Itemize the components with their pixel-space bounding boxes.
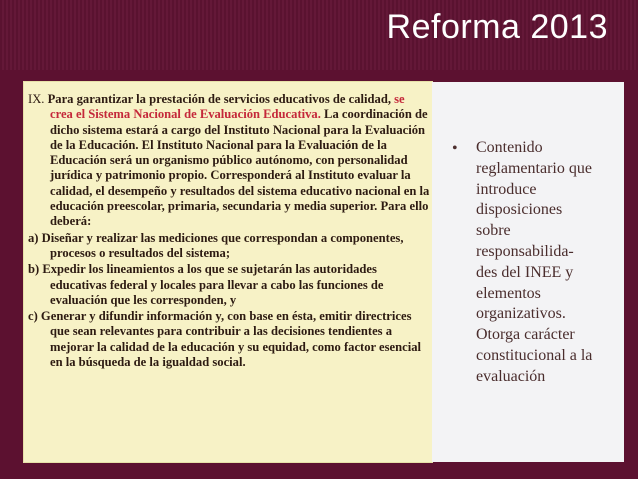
slide-title: Reforma 2013 [386,8,608,46]
paragraph-ix [28,92,430,230]
bullet-icon: • [452,140,458,157]
paragraph-c: c) Generar y difundir información y, con base en ésta, emitir directrices que sean relevantes para contribuir a las decisiones tendientes a mejorar la calidad de la educación y su equidad, como factor esencial en la búsqueda de la igualdad social. [28,309,422,370]
highlighted-text: se crea el Sistema Nacional de Evaluación Educativa. [50,92,405,122]
roman-numeral: IX. [28,92,45,106]
paragraph-ix-part-a: Para garantizar la prestación de servicios educativos de calidad, [44,92,395,106]
reform-text [28,92,430,371]
paragraph-b: b) Expedir los lineamientos a los que se sujetarán las autoridades educativas federal y locales para llevar a cabo las funciones de evaluación que les corresponden, y [28,262,384,307]
bullet-text: Contenido reglamentario que introduce disposiciones sobre responsabilida- des del INEE y elementos organizativos. Otorga carácter constitucional a la evaluación [476,139,593,385]
paragraph-ix-part-b: La coordinación de dicho sistema estará a cargo del Instituto Nacional para la Evaluación de la Educación. El Instituto Nacional para la Evaluación de la Educación será un organismo público autónomo, con personalidad jurídica y patrimonio propio. Corresponderá al Instituto evaluar la calidad, el desempeño y resultados del sistema educativo nacional en la educación preescolar, primaria, secundaria y media superior. Para ello deberá: [50,107,430,229]
paragraph-a: a) Diseñar y realizar las mediciones que correspondan a componentes, procesos o resultados del sistema; [28,230,404,260]
